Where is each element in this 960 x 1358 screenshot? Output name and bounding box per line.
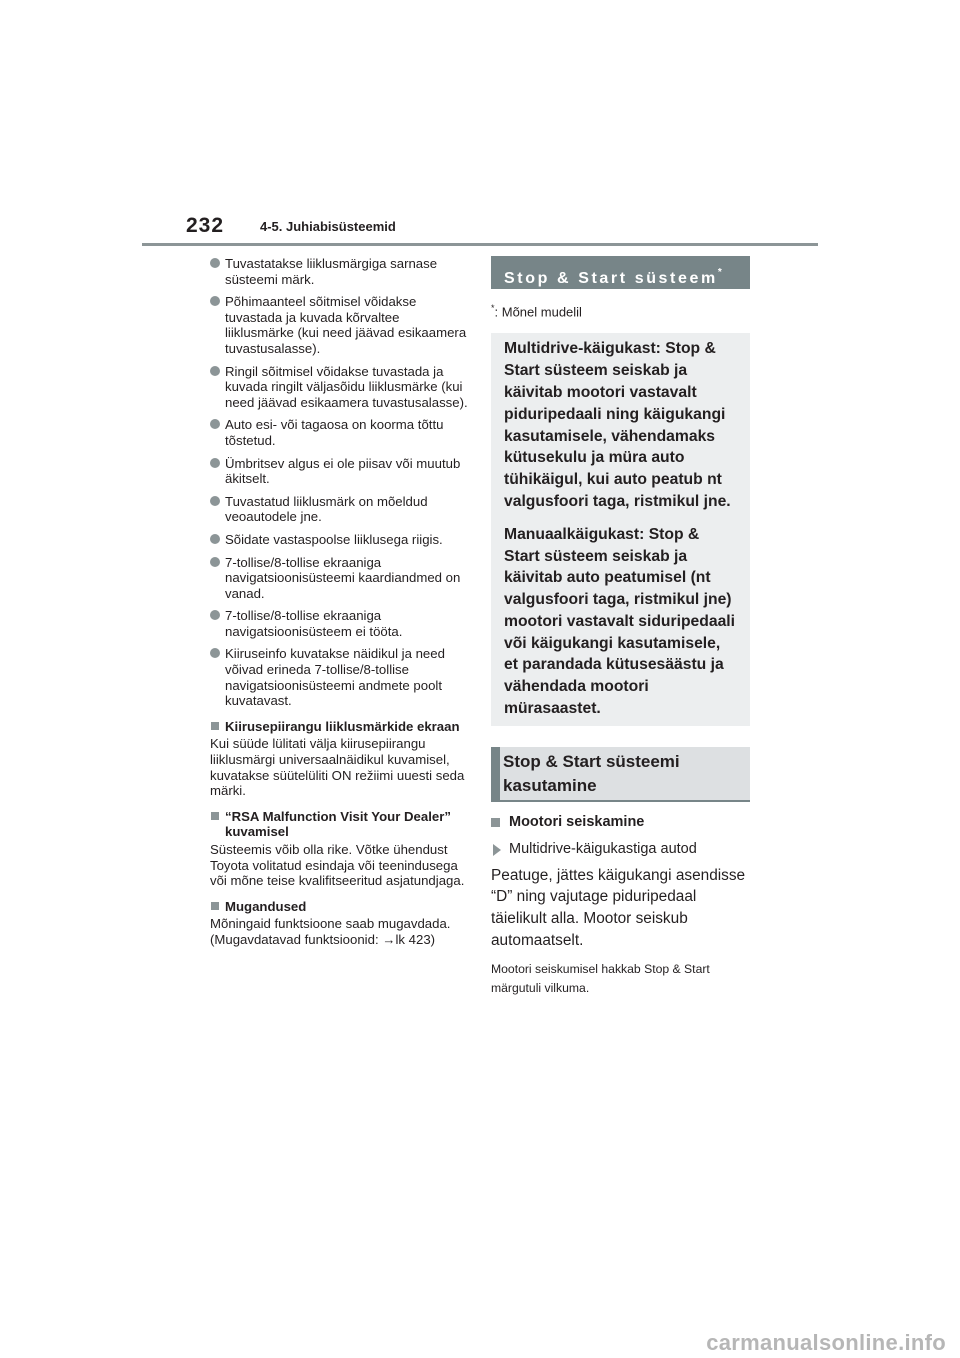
subsection-body: Kui süüde lülitati välja kiirusepiirangu liiklusmärgi universaalnäidikul kuvamisel, kuvatakse süütelüliti ON režiimi uuesti seda märki. (210, 736, 465, 799)
list-item: Sõidate vastaspoolse liiklusega riigis. (210, 532, 472, 548)
list-item: Auto esi- või tagaosa on koorma tõttu tõstetud. (210, 417, 472, 448)
square-bullet-icon (211, 902, 219, 910)
bullet-icon (210, 534, 220, 544)
arrow-right-icon (493, 844, 501, 856)
section-title-bar: Stop & Start süsteem* (491, 256, 750, 289)
bullet-icon (210, 648, 220, 658)
summary-box (491, 333, 750, 726)
bullet-icon (210, 557, 220, 567)
bullet-icon (210, 610, 220, 620)
bullet-icon (210, 496, 220, 506)
list-item: Ümbritsev algus ei ole piisav või muutub äkitselt. (210, 456, 472, 487)
subsection-heading: Mootori seiskamine (491, 814, 750, 830)
bullet-icon (210, 458, 220, 468)
bullet-icon (210, 296, 220, 306)
arrow-item: Multidrive-käigukastiga autod (491, 841, 750, 857)
bullet-icon (210, 258, 220, 268)
list-item: Ringil sõitmisel võidakse tuvastada ja kuvada ringilt väljasõidu liiklusmärke (kui need jäävad esikaamera tuvastusalasse). (210, 364, 472, 411)
square-bullet-icon (211, 722, 219, 730)
subsection-title-bar: Stop & Start süsteemi kasutamine (491, 747, 750, 802)
list-item: Põhimaanteel sõitmisel võidakse tuvastada ja kuvada kõrvaltee liiklusmärke (kui need jäävad esikaamera tuvastusalasse). (210, 294, 472, 356)
summary-paragraph: Manuaalkäigukast: Stop & Start süsteem seiskab ja käivitab auto peatumisel (nt valgusfoori taga, ristmikul jne) mootori vastavalt siduripedaali või käigukangi kasutamisele, et parandada kütusesäästu ja vähendada mootori mürasaastet. (504, 525, 736, 718)
list-item: 7-tollise/8-tollise ekraaniga navigatsioonisüsteem ei tööta. (210, 608, 472, 639)
subsection-heading: Mugandused (210, 899, 472, 915)
note-text: Mootori seiskumisel hakkab Stop & Start märgutuli vilkuma. (491, 962, 710, 996)
watermark-logo: carmanualsonline.info (706, 1330, 946, 1355)
square-bullet-icon (491, 818, 500, 827)
instruction-text: Peatuge, jättes käigukangi asendisse “D” ning vajutage piduripedaal täielikult alla. Mootor seiskub automaatselt. (491, 866, 746, 949)
footnote: *: Mõnel mudelil (491, 303, 582, 320)
page-number: 232 (186, 214, 225, 237)
subsection-body: Mõningaid funktsioone saab mugavdada. (Mugavdatavad funktsioonid: →lk 423) (210, 916, 451, 947)
footnote-mark: * (717, 267, 722, 278)
list-item: Tuvastatakse liiklusmärgiga sarnase süsteemi märk. (210, 256, 472, 287)
subsection-heading: “RSA Malfunction Visit Your Dealer” kuvamisel (210, 809, 472, 840)
section-title: 4-5. Juhiabisüsteemid (260, 219, 396, 234)
list-item: 7-tollise/8-tollise ekraaniga navigatsioonisüsteemi kaardiandmed on vanad. (210, 555, 472, 602)
right-column (491, 256, 750, 998)
bullet-icon (210, 366, 220, 376)
list-item: Kiiruseinfo kuvatakse näidikul ja need võivad erineda 7-tollise/8-tollise navigatsioonisüsteemi andmete poolt kuvatavast. (210, 646, 472, 708)
left-column (210, 256, 472, 948)
subsection-body: Süsteemis võib olla rike. Võtke ühendust Toyota volitatud esindaja või teenindusega või mõne teise kvalifitseeritud asjatundjaga. (210, 842, 465, 889)
square-bullet-icon (211, 812, 219, 820)
list-item: Tuvastatud liiklusmärk on mõeldud veoautodele jne. (210, 494, 472, 525)
subsection-heading: Kiirusepiirangu liiklusmärkide ekraan (210, 719, 472, 735)
bullet-icon (210, 419, 220, 429)
header-divider (142, 243, 818, 246)
summary-paragraph: Multidrive-käigukast: Stop & Start süsteem seiskab ja käivitab mootori vastavalt piduripedaali ning käigukangi kasutamisele, vähendamaks kütusekulu ja müra auto tühikäigul, kui auto peatub nt valgusfoori taga, ristmikul jne. (504, 340, 731, 510)
